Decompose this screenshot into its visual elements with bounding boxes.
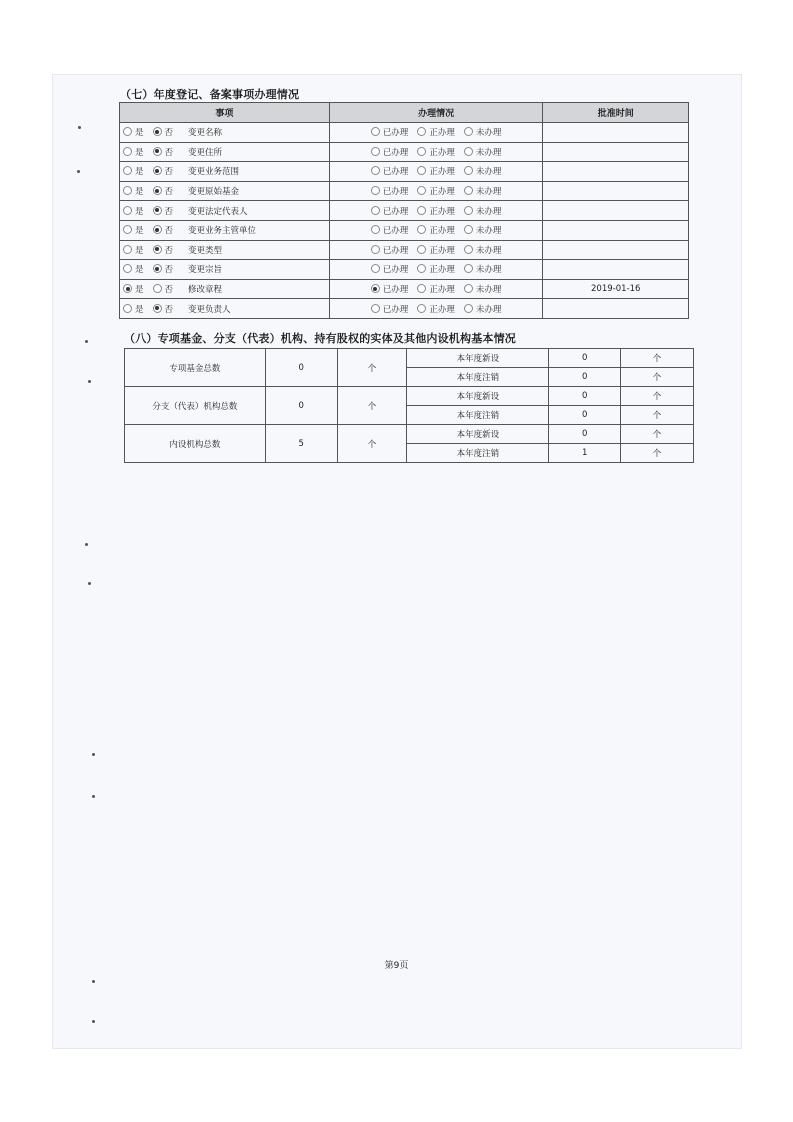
- status-option[interactable]: [417, 187, 455, 197]
- option-no[interactable]: [153, 285, 174, 295]
- matter-name: 变更法定代表人: [188, 206, 248, 217]
- status-option-label: 正办理: [429, 245, 455, 256]
- status-option-label: 未办理: [475, 265, 502, 276]
- status-cell: [329, 240, 543, 260]
- radio-button[interactable]: [123, 304, 132, 313]
- table-row: [120, 220, 689, 240]
- registration-matters-body: [120, 123, 689, 319]
- scan-speck: [78, 126, 81, 129]
- approval-date-cell: [543, 201, 689, 221]
- matter-name: 变更名称: [188, 128, 223, 139]
- table-row: [120, 279, 689, 299]
- radio-button[interactable]: [123, 284, 132, 293]
- status-option[interactable]: [417, 305, 455, 315]
- radio-button[interactable]: [371, 127, 380, 136]
- scan-speck: [85, 340, 88, 343]
- status-option-label: 正办理: [429, 147, 455, 158]
- section8-title: （八）专项基金、分支（代表）机构、持有股权的实体及其他内设机构基本情况: [124, 332, 516, 345]
- cancel-label: 本年度注销: [407, 444, 549, 463]
- status-option[interactable]: [464, 305, 502, 315]
- status-option-label: 已办理: [382, 226, 409, 237]
- page-number: 第9页: [384, 961, 409, 971]
- status-option[interactable]: [371, 285, 409, 295]
- status-option-label: 已办理: [382, 245, 409, 256]
- new-label: 本年度新设: [407, 387, 549, 406]
- radio-button[interactable]: [153, 284, 162, 293]
- radio-button[interactable]: [123, 186, 132, 195]
- option-no[interactable]: [153, 187, 174, 197]
- radio-button[interactable]: [123, 206, 132, 215]
- status-option[interactable]: [464, 285, 502, 295]
- radio-button[interactable]: [371, 245, 380, 254]
- radio-button[interactable]: [464, 166, 473, 175]
- option-label: 否: [164, 265, 174, 276]
- status-option-label: 已办理: [382, 128, 409, 139]
- option-label: 是: [135, 226, 144, 237]
- option-no[interactable]: [153, 246, 174, 256]
- radio-button[interactable]: [153, 206, 162, 215]
- approval-date-cell: [543, 142, 689, 162]
- unit-label: 个: [621, 387, 694, 406]
- cancel-count: 0: [549, 368, 621, 387]
- radio-button[interactable]: [153, 225, 162, 234]
- radio-button[interactable]: [464, 245, 473, 254]
- table-row: [125, 387, 694, 406]
- status-option-label: 已办理: [382, 304, 409, 315]
- status-option[interactable]: [417, 148, 455, 158]
- option-no[interactable]: [153, 305, 174, 315]
- radio-button[interactable]: [417, 147, 426, 156]
- radio-button[interactable]: [464, 225, 473, 234]
- status-option[interactable]: [417, 265, 455, 275]
- radio-button[interactable]: [371, 284, 380, 293]
- matter-cell: [120, 240, 330, 260]
- cancel-label: 本年度注销: [407, 406, 549, 425]
- matter-cell: [120, 162, 330, 182]
- radio-button[interactable]: [371, 264, 380, 273]
- table-row: [120, 299, 689, 319]
- matter-cell: [120, 123, 330, 143]
- status-option-label: 正办理: [429, 167, 455, 178]
- status-option[interactable]: [417, 128, 455, 138]
- option-no[interactable]: [153, 167, 174, 177]
- new-count: 0: [549, 349, 621, 368]
- radio-button[interactable]: [153, 147, 162, 156]
- status-cell: [329, 299, 543, 319]
- radio-button[interactable]: [464, 147, 473, 156]
- approval-date-cell: [543, 260, 689, 280]
- status-option[interactable]: [417, 246, 455, 256]
- matter-cell: [120, 142, 330, 162]
- option-label: 是: [135, 187, 144, 198]
- affiliated-entities-body: [125, 349, 694, 463]
- group-label: 专项基金总数: [125, 349, 266, 387]
- status-option[interactable]: [417, 285, 455, 295]
- group-label: 内设机构总数: [125, 425, 266, 463]
- radio-button[interactable]: [153, 304, 162, 313]
- radio-button[interactable]: [417, 127, 426, 136]
- option-yes[interactable]: [123, 265, 144, 275]
- option-yes[interactable]: [123, 207, 144, 217]
- scan-speck: [92, 1020, 95, 1023]
- table-row: [120, 260, 689, 280]
- option-label: 是: [135, 128, 144, 139]
- approval-date-cell: [543, 299, 689, 319]
- matter-name: 变更负责人: [188, 304, 231, 315]
- matter-name: 修改章程: [188, 285, 223, 296]
- unit-label: 个: [621, 349, 694, 368]
- status-option[interactable]: [371, 207, 409, 217]
- option-label: 否: [164, 304, 174, 315]
- status-option[interactable]: [371, 148, 409, 158]
- status-option-label: 未办理: [475, 285, 502, 296]
- status-option[interactable]: [464, 265, 502, 275]
- status-option[interactable]: [371, 246, 409, 256]
- unit-label: 个: [337, 349, 407, 387]
- option-yes[interactable]: [123, 305, 144, 315]
- matter-cell: [120, 260, 330, 280]
- radio-button[interactable]: [417, 225, 426, 234]
- radio-button[interactable]: [417, 186, 426, 195]
- status-option-label: 未办理: [475, 167, 502, 178]
- radio-button[interactable]: [153, 264, 162, 273]
- option-yes[interactable]: [123, 246, 144, 256]
- new-label: 本年度新设: [407, 349, 549, 368]
- radio-button[interactable]: [123, 166, 132, 175]
- matter-cell: [120, 220, 330, 240]
- header-approval-date: 批准时间: [543, 103, 689, 123]
- radio-button[interactable]: [153, 166, 162, 175]
- option-label: 否: [164, 245, 174, 256]
- status-option-label: 已办理: [382, 285, 409, 296]
- status-option[interactable]: [464, 187, 502, 197]
- matter-cell: [120, 279, 330, 299]
- cancel-label: 本年度注销: [407, 368, 549, 387]
- radio-button[interactable]: [153, 186, 162, 195]
- radio-button[interactable]: [153, 127, 162, 136]
- option-label: 否: [164, 206, 174, 217]
- status-option[interactable]: [464, 167, 502, 177]
- unit-label: 个: [621, 425, 694, 444]
- status-option[interactable]: [371, 128, 409, 138]
- option-label: 是: [135, 285, 144, 296]
- status-option-label: 未办理: [475, 128, 502, 139]
- scan-speck: [92, 795, 95, 798]
- status-cell: [329, 181, 543, 201]
- status-option[interactable]: [371, 167, 409, 177]
- unit-label: 个: [621, 444, 694, 463]
- option-yes[interactable]: [123, 148, 144, 158]
- status-option-label: 已办理: [382, 265, 409, 276]
- unit-label: 个: [337, 425, 407, 463]
- cancel-count: 1: [549, 444, 621, 463]
- matter-name: 变更业务主管单位: [188, 226, 257, 237]
- status-option-label: 正办理: [429, 265, 455, 276]
- option-label: 是: [135, 304, 144, 315]
- scan-speck: [85, 543, 88, 546]
- scan-speck: [77, 170, 80, 173]
- status-cell: [329, 162, 543, 182]
- option-label: 是: [135, 245, 144, 256]
- option-label: 是: [135, 265, 144, 276]
- option-label: 否: [164, 167, 174, 178]
- radio-button[interactable]: [123, 264, 132, 273]
- status-cell: [329, 260, 543, 280]
- group-label: 分支（代表）机构总数: [125, 387, 266, 425]
- table-header-row: [120, 103, 689, 123]
- radio-button[interactable]: [464, 284, 473, 293]
- affiliated-entities-table: [124, 348, 694, 463]
- radio-button[interactable]: [371, 225, 380, 234]
- approval-date-cell: [543, 123, 689, 143]
- matter-name: 变更业务范围: [188, 167, 240, 178]
- new-label: 本年度新设: [407, 425, 549, 444]
- radio-button[interactable]: [417, 166, 426, 175]
- status-cell: [329, 279, 543, 299]
- matter-name: 变更原始基金: [188, 187, 240, 198]
- status-option[interactable]: [464, 246, 502, 256]
- status-option-label: 未办理: [475, 304, 502, 315]
- status-cell: [329, 220, 543, 240]
- status-option[interactable]: [464, 207, 502, 217]
- new-count: 0: [549, 387, 621, 406]
- radio-button[interactable]: [464, 304, 473, 313]
- approval-date-cell: 2019-01-16: [543, 279, 689, 299]
- scan-speck: [88, 582, 91, 585]
- option-label: 否: [164, 285, 174, 296]
- group-total: 5: [265, 425, 337, 463]
- table-row: [120, 201, 689, 221]
- radio-button[interactable]: [371, 166, 380, 175]
- radio-button[interactable]: [371, 304, 380, 313]
- radio-button[interactable]: [464, 206, 473, 215]
- matter-name: 变更住所: [188, 147, 223, 158]
- status-option[interactable]: [371, 265, 409, 275]
- approval-date-cell: [543, 240, 689, 260]
- option-label: 是: [135, 206, 144, 217]
- header-matter: 事项: [120, 103, 330, 123]
- status-option-label: 正办理: [429, 206, 455, 217]
- table-row: [120, 162, 689, 182]
- option-label: 是: [135, 167, 144, 178]
- status-option[interactable]: [464, 128, 502, 138]
- table-row: [120, 123, 689, 143]
- approval-date-cell: [543, 162, 689, 182]
- option-label: 否: [164, 128, 174, 139]
- status-option[interactable]: [464, 226, 502, 236]
- option-yes[interactable]: [123, 285, 144, 295]
- option-label: 是: [135, 147, 144, 158]
- matter-cell: [120, 299, 330, 319]
- radio-button[interactable]: [371, 206, 380, 215]
- option-yes[interactable]: [123, 167, 144, 177]
- registration-matters-table: [119, 102, 689, 319]
- status-option-label: 已办理: [382, 167, 409, 178]
- status-option[interactable]: [417, 207, 455, 217]
- scan-speck: [92, 753, 95, 756]
- unit-label: 个: [621, 406, 694, 425]
- group-total: 0: [265, 349, 337, 387]
- status-option[interactable]: [371, 226, 409, 236]
- radio-button[interactable]: [371, 186, 380, 195]
- status-option-label: 已办理: [382, 187, 409, 198]
- option-yes[interactable]: [123, 226, 144, 236]
- option-no[interactable]: [153, 265, 174, 275]
- approval-date-cell: [543, 181, 689, 201]
- section7-title: （七）年度登记、备案事项办理情况: [120, 88, 300, 101]
- matter-name: 变更类型: [188, 245, 223, 256]
- radio-button[interactable]: [417, 245, 426, 254]
- table-row: [120, 181, 689, 201]
- new-count: 0: [549, 425, 621, 444]
- option-label: 否: [164, 187, 174, 198]
- status-option-label: 正办理: [429, 226, 455, 237]
- status-option[interactable]: [417, 167, 455, 177]
- option-no[interactable]: [153, 148, 174, 158]
- status-option-label: 已办理: [382, 206, 409, 217]
- radio-button[interactable]: [417, 284, 426, 293]
- status-option-label: 已办理: [382, 147, 409, 158]
- option-yes[interactable]: [123, 187, 144, 197]
- matter-name: 变更宗旨: [188, 265, 223, 276]
- radio-button[interactable]: [123, 225, 132, 234]
- table-row: [125, 349, 694, 368]
- matter-cell: [120, 181, 330, 201]
- radio-button[interactable]: [123, 147, 132, 156]
- option-yes[interactable]: [123, 128, 144, 138]
- option-label: 否: [164, 147, 174, 158]
- status-option-label: 正办理: [429, 304, 455, 315]
- option-label: 否: [164, 226, 174, 237]
- status-cell: [329, 123, 543, 143]
- option-no[interactable]: [153, 128, 174, 138]
- cancel-count: 0: [549, 406, 621, 425]
- unit-label: 个: [621, 368, 694, 387]
- radio-button[interactable]: [464, 127, 473, 136]
- status-cell: [329, 201, 543, 221]
- radio-button[interactable]: [153, 245, 162, 254]
- status-option-label: 正办理: [429, 128, 455, 139]
- status-option-label: 未办理: [475, 206, 502, 217]
- radio-button[interactable]: [464, 264, 473, 273]
- option-no[interactable]: [153, 207, 174, 217]
- unit-label: 个: [337, 387, 407, 425]
- radio-button[interactable]: [123, 127, 132, 136]
- status-option[interactable]: [417, 226, 455, 236]
- status-option-label: 未办理: [475, 187, 502, 198]
- option-no[interactable]: [153, 226, 174, 236]
- status-option-label: 正办理: [429, 187, 455, 198]
- status-option-label: 未办理: [475, 147, 502, 158]
- radio-button[interactable]: [464, 186, 473, 195]
- status-cell: [329, 142, 543, 162]
- scan-speck: [92, 980, 95, 983]
- radio-button[interactable]: [417, 206, 426, 215]
- radio-button[interactable]: [417, 304, 426, 313]
- header-status: 办理情况: [329, 103, 543, 123]
- matter-cell: [120, 201, 330, 221]
- scan-speck: [88, 380, 91, 383]
- table-row: [120, 240, 689, 260]
- approval-date-cell: [543, 220, 689, 240]
- table-row: [125, 425, 694, 444]
- status-option-label: 正办理: [429, 285, 455, 296]
- group-total: 0: [265, 387, 337, 425]
- status-option[interactable]: [371, 305, 409, 315]
- status-option[interactable]: [371, 187, 409, 197]
- status-option-label: 未办理: [475, 226, 502, 237]
- status-option-label: 未办理: [475, 245, 502, 256]
- radio-button[interactable]: [371, 147, 380, 156]
- radio-button[interactable]: [123, 245, 132, 254]
- status-option[interactable]: [464, 148, 502, 158]
- radio-button[interactable]: [417, 264, 426, 273]
- table-row: [120, 142, 689, 162]
